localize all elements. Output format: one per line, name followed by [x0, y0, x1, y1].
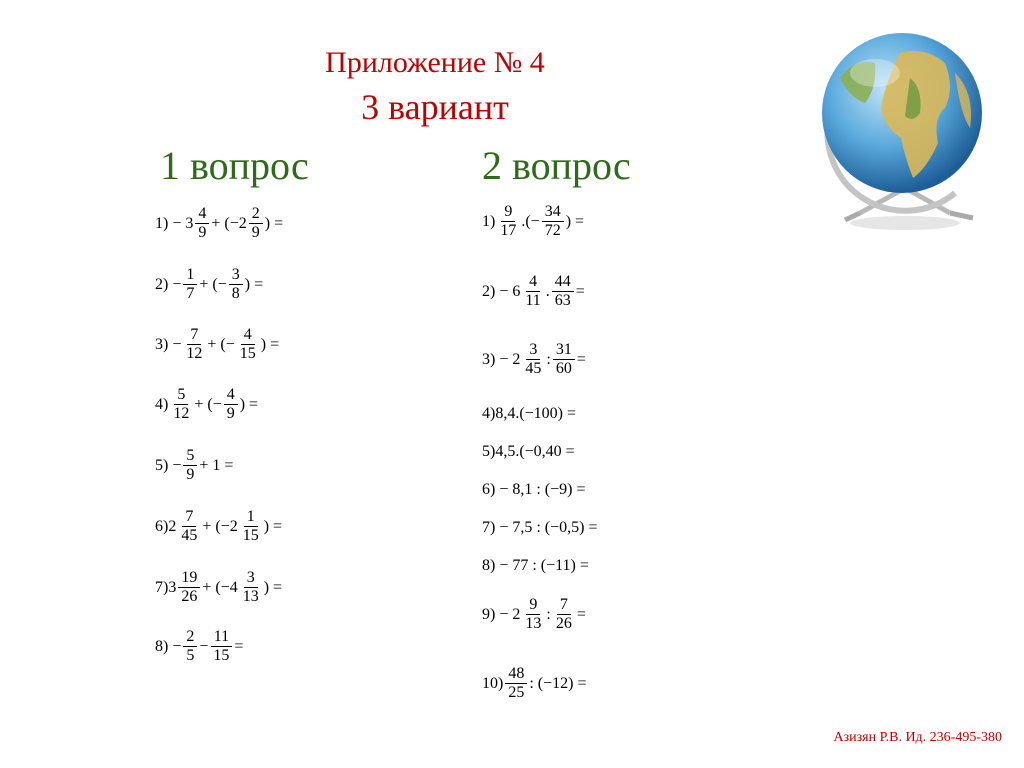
equation-text: 3) − 2 [482, 350, 521, 368]
equation [482, 665, 586, 703]
equation-text: 8) − 77 : (−11) = [482, 557, 589, 574]
equation-text: ) = [263, 517, 283, 535]
equation [155, 447, 233, 485]
equation-text: 2) − [155, 275, 182, 293]
fraction-denominator: 13 [242, 588, 259, 606]
fraction-denominator: 45 [181, 527, 198, 545]
fraction-numerator: 4 [224, 386, 238, 405]
fraction-denominator: 5 [186, 647, 195, 665]
fraction-numerator: 2 [249, 205, 263, 224]
fraction [183, 628, 197, 666]
equation-text: 5) − [155, 456, 182, 474]
fraction [522, 341, 544, 379]
equation-text: 6) − 8,1 : (−9) = [482, 481, 586, 498]
fraction-denominator: 63 [554, 292, 571, 310]
author-credit: Азизян Р.В. Ид. 236-495-380 [833, 730, 1002, 745]
equation [155, 266, 263, 304]
equation-text: 10) [482, 674, 504, 692]
fraction-numerator: 2 [183, 628, 197, 647]
page-title: Приложение № 4 [325, 46, 545, 79]
equation-text: 6)2 [155, 517, 177, 535]
equation-text: : [546, 350, 551, 368]
equation-text: 9) − 2 [482, 605, 521, 623]
fraction-numerator: 11 [211, 628, 232, 647]
fraction [183, 447, 197, 485]
fraction-numerator: 7 [557, 596, 571, 615]
equation-text: 3) − [155, 335, 182, 353]
fraction [229, 266, 243, 304]
fraction-denominator: 45 [525, 360, 542, 378]
equation-text: ) = [565, 212, 585, 230]
fraction [178, 569, 200, 607]
fraction-numerator: 1 [244, 508, 258, 527]
fraction [522, 596, 544, 634]
equation-text: : (−12) = [529, 674, 587, 692]
equation [155, 326, 279, 364]
equation-text: + (−2 [211, 214, 247, 232]
equation-text: + (−2 [202, 517, 238, 535]
equation-text: 4) [155, 395, 169, 413]
fraction-denominator: 9 [251, 224, 260, 242]
fraction [522, 273, 543, 311]
fraction-denominator: 9 [226, 405, 235, 423]
fraction-numerator: 1 [183, 266, 197, 285]
fraction-numerator: 3 [526, 341, 540, 360]
fraction-denominator: 60 [555, 360, 572, 378]
fraction [240, 569, 262, 607]
equation-text: + (−4 [202, 578, 238, 596]
equation-text: ) = [264, 214, 284, 232]
equation [482, 443, 575, 461]
equation-text: 1) − 3 [155, 214, 194, 232]
fraction-denominator: 72 [544, 222, 561, 240]
equation-text: .(− [521, 212, 540, 230]
equation [482, 203, 584, 241]
fraction [224, 386, 238, 424]
equation [482, 341, 586, 379]
fraction-denominator: 8 [231, 285, 240, 303]
equation [155, 205, 283, 243]
fraction-denominator: 26 [555, 615, 572, 633]
fraction [170, 386, 192, 424]
fraction-numerator: 7 [182, 508, 196, 527]
fraction-numerator: 9 [501, 203, 515, 222]
fraction [178, 508, 200, 546]
fraction-denominator: 7 [186, 285, 195, 303]
fraction-denominator: 11 [525, 292, 541, 310]
fraction-denominator: 25 [508, 684, 525, 702]
fraction-denominator: 12 [173, 405, 190, 423]
fraction [237, 326, 259, 364]
fraction-numerator: 44 [552, 273, 574, 292]
equation-text: − [199, 637, 209, 655]
fraction-numerator: 19 [178, 569, 200, 588]
equation-text: 7) − 7,5 : (−0,5) = [482, 519, 598, 536]
equation-text: 1) [482, 212, 496, 230]
fraction-denominator: 15 [242, 527, 259, 545]
equation [155, 569, 282, 607]
fraction [497, 203, 519, 241]
equation-text: 5)4,5.(−0,40 = [482, 443, 575, 460]
fraction-denominator: 15 [213, 647, 230, 665]
fraction-denominator: 9 [186, 466, 195, 484]
equation-text: 8) − [155, 637, 182, 655]
equation-text: 4)8,4.(−100) = [482, 405, 577, 422]
fraction-denominator: 12 [186, 345, 203, 363]
fraction [183, 326, 205, 364]
fraction-denominator: 17 [500, 222, 517, 240]
fraction-numerator: 48 [505, 665, 527, 684]
equation-text: = [576, 350, 586, 368]
fraction-numerator: 5 [183, 447, 197, 466]
equation-text: ) = [260, 335, 280, 353]
equation-text: . [545, 282, 550, 300]
equation-text: + 1 = [199, 456, 234, 474]
fraction [183, 266, 197, 304]
fraction-denominator: 13 [525, 615, 542, 633]
equation-text: = [234, 637, 244, 655]
equation-text: 7)3 [155, 578, 177, 596]
fraction [553, 596, 575, 634]
fraction [249, 205, 263, 243]
fraction [505, 665, 527, 703]
fraction [195, 205, 209, 243]
fraction-numerator: 4 [526, 273, 540, 292]
equation [482, 405, 576, 423]
fraction-denominator: 9 [198, 224, 207, 242]
equation-text: : [546, 605, 551, 623]
fraction-numerator: 3 [229, 266, 243, 285]
equation-text: + (− [194, 395, 222, 413]
variant-label: 3 вариант [361, 87, 509, 127]
fraction-numerator: 4 [195, 205, 209, 224]
equation-text: = [575, 282, 585, 300]
equation [482, 273, 585, 311]
equation [482, 519, 598, 537]
equation [155, 386, 258, 424]
fraction-denominator: 26 [181, 588, 198, 606]
equation-text: = [576, 605, 586, 623]
equation-text: 2) − 6 [482, 282, 521, 300]
fraction-numerator: 31 [553, 341, 575, 360]
fraction [240, 508, 262, 546]
equation [482, 557, 589, 575]
equation-text: ) = [244, 275, 264, 293]
fraction-numerator: 9 [526, 596, 540, 615]
fraction-numerator: 5 [174, 386, 188, 405]
fraction [210, 628, 232, 666]
equation-text: ) = [239, 395, 259, 413]
fraction-denominator: 15 [239, 345, 256, 363]
equation [482, 481, 586, 499]
fraction-numerator: 4 [241, 326, 255, 345]
question-1-heading: 1 вопрос [160, 143, 309, 188]
fraction [552, 273, 574, 311]
equation-text: ) = [263, 578, 283, 596]
fraction-numerator: 34 [542, 203, 564, 222]
equation [482, 596, 586, 634]
question-2-heading: 2 вопрос [482, 143, 631, 188]
equation [155, 508, 282, 546]
equation [155, 628, 243, 666]
globe-icon [805, 18, 1005, 233]
fraction-numerator: 7 [187, 326, 201, 345]
fraction [542, 203, 564, 241]
fraction [553, 341, 575, 379]
equation-text: + (− [207, 335, 235, 353]
equation-text: + (− [199, 275, 227, 293]
fraction-numerator: 3 [244, 569, 258, 588]
